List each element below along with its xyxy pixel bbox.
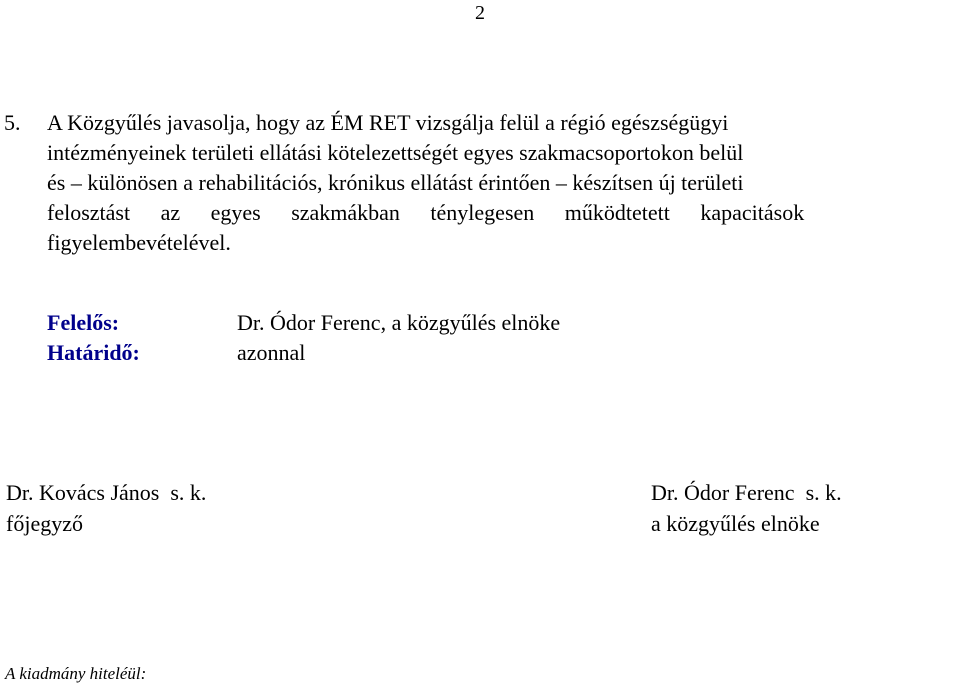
hatarido-value: azonnal <box>237 340 306 365</box>
signature-left <box>6 477 206 539</box>
felelos-label: Felelős: <box>47 310 120 335</box>
signature-left-name: Dr. Kovács János s. k. <box>6 480 207 505</box>
item-line-text: A Közgyűlés javasolja, hogy az ÉM RET vizsgálja felül a régió egészségügyi <box>47 110 729 135</box>
signature-right <box>651 477 842 539</box>
signature-left-title: főjegyző <box>6 511 83 536</box>
felelos-value: Dr. Ódor Ferenc, a közgyűlés elnöke <box>237 310 561 335</box>
hatarido-label: Határidő: <box>47 340 140 365</box>
item-line <box>47 108 960 138</box>
item-number: 5. <box>4 110 21 135</box>
signature-right-title: a közgyűlés elnöke <box>651 511 820 536</box>
signature-right-name: Dr. Ódor Ferenc s. k. <box>651 480 842 505</box>
item-line: és – különösen a rehabilitációs, krónikus ellátást érintően – készítsen új területi <box>47 170 744 195</box>
page-number: 2 <box>475 2 485 24</box>
item-line: figyelembevételével. <box>47 230 231 255</box>
item-line: felosztást az egyes szakmákban ténylegesen működtetett kapacitások <box>47 200 805 225</box>
authentication-note: A kiadmány hiteléül: <box>5 664 147 683</box>
item-line: intézményeinek területi ellátási kötelezettségét egyes szakmacsoportokon belül <box>47 140 744 165</box>
